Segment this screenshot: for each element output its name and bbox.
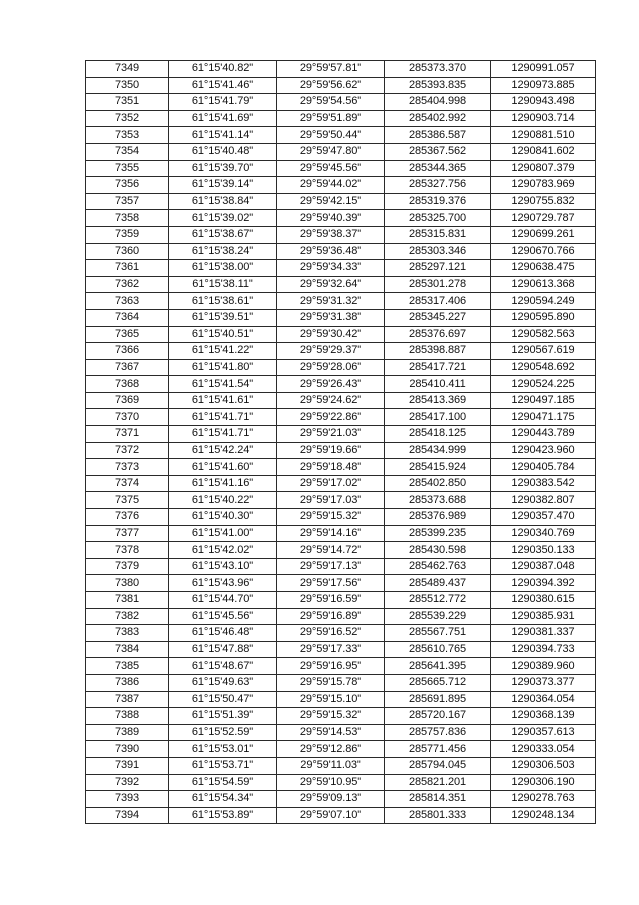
latitude-cell: 61°15'51.39" bbox=[169, 708, 277, 725]
coordinates-table-body bbox=[86, 61, 596, 824]
x-coordinate-cell: 285376.989 bbox=[385, 509, 491, 526]
x-coordinate-cell: 285398.887 bbox=[385, 343, 491, 360]
x-coordinate-cell: 285386.587 bbox=[385, 127, 491, 144]
point-number-cell: 7352 bbox=[86, 110, 169, 127]
table-row bbox=[86, 94, 596, 111]
point-number-cell: 7392 bbox=[86, 774, 169, 791]
y-coordinate-cell: 1290357.613 bbox=[491, 724, 596, 741]
y-coordinate-cell: 1290306.503 bbox=[491, 757, 596, 774]
y-coordinate-cell: 1290783.969 bbox=[491, 177, 596, 194]
table-row bbox=[86, 658, 596, 675]
table-row bbox=[86, 376, 596, 393]
latitude-cell: 61°15'49.63" bbox=[169, 674, 277, 691]
latitude-cell: 61°15'41.61" bbox=[169, 392, 277, 409]
y-coordinate-cell: 1290443.789 bbox=[491, 426, 596, 443]
longitude-cell: 29°59'42.15" bbox=[277, 193, 385, 210]
point-number-cell: 7367 bbox=[86, 359, 169, 376]
y-coordinate-cell: 1290357.470 bbox=[491, 509, 596, 526]
y-coordinate-cell: 1290248.134 bbox=[491, 807, 596, 824]
point-number-cell: 7358 bbox=[86, 210, 169, 227]
x-coordinate-cell: 285315.831 bbox=[385, 226, 491, 243]
latitude-cell: 61°15'46.48" bbox=[169, 625, 277, 642]
y-coordinate-cell: 1290973.885 bbox=[491, 77, 596, 94]
y-coordinate-cell: 1290548.692 bbox=[491, 359, 596, 376]
point-number-cell: 7370 bbox=[86, 409, 169, 426]
point-number-cell: 7355 bbox=[86, 160, 169, 177]
y-coordinate-cell: 1290729.787 bbox=[491, 210, 596, 227]
latitude-cell: 61°15'44.70" bbox=[169, 592, 277, 609]
y-coordinate-cell: 1290278.763 bbox=[491, 791, 596, 808]
point-number-cell: 7383 bbox=[86, 625, 169, 642]
table-row bbox=[86, 509, 596, 526]
latitude-cell: 61°15'41.00" bbox=[169, 525, 277, 542]
y-coordinate-cell: 1290387.048 bbox=[491, 558, 596, 575]
x-coordinate-cell: 285327.756 bbox=[385, 177, 491, 194]
x-coordinate-cell: 285462.763 bbox=[385, 558, 491, 575]
longitude-cell: 29°59'21.03" bbox=[277, 426, 385, 443]
longitude-cell: 29°59'17.03" bbox=[277, 492, 385, 509]
y-coordinate-cell: 1290423.960 bbox=[491, 442, 596, 459]
x-coordinate-cell: 285345.227 bbox=[385, 309, 491, 326]
x-coordinate-cell: 285402.850 bbox=[385, 475, 491, 492]
table-row bbox=[86, 724, 596, 741]
table-row bbox=[86, 774, 596, 791]
y-coordinate-cell: 1290381.337 bbox=[491, 625, 596, 642]
longitude-cell: 29°59'47.80" bbox=[277, 143, 385, 160]
x-coordinate-cell: 285393.835 bbox=[385, 77, 491, 94]
longitude-cell: 29°59'30.42" bbox=[277, 326, 385, 343]
latitude-cell: 61°15'38.00" bbox=[169, 260, 277, 277]
latitude-cell: 61°15'40.48" bbox=[169, 143, 277, 160]
table-row bbox=[86, 309, 596, 326]
y-coordinate-cell: 1290405.784 bbox=[491, 459, 596, 476]
x-coordinate-cell: 285771.456 bbox=[385, 741, 491, 758]
y-coordinate-cell: 1290394.733 bbox=[491, 641, 596, 658]
y-coordinate-cell: 1290368.139 bbox=[491, 708, 596, 725]
y-coordinate-cell: 1290373.377 bbox=[491, 674, 596, 691]
table-row bbox=[86, 392, 596, 409]
point-number-cell: 7381 bbox=[86, 592, 169, 609]
point-number-cell: 7369 bbox=[86, 392, 169, 409]
longitude-cell: 29°59'17.56" bbox=[277, 575, 385, 592]
x-coordinate-cell: 285404.998 bbox=[385, 94, 491, 111]
latitude-cell: 61°15'41.22" bbox=[169, 343, 277, 360]
table-row bbox=[86, 293, 596, 310]
latitude-cell: 61°15'41.14" bbox=[169, 127, 277, 144]
latitude-cell: 61°15'38.84" bbox=[169, 193, 277, 210]
y-coordinate-cell: 1290333.054 bbox=[491, 741, 596, 758]
table-row bbox=[86, 542, 596, 559]
x-coordinate-cell: 285801.333 bbox=[385, 807, 491, 824]
x-coordinate-cell: 285418.125 bbox=[385, 426, 491, 443]
point-number-cell: 7362 bbox=[86, 276, 169, 293]
x-coordinate-cell: 285399.235 bbox=[385, 525, 491, 542]
latitude-cell: 61°15'54.59" bbox=[169, 774, 277, 791]
longitude-cell: 29°59'22.86" bbox=[277, 409, 385, 426]
x-coordinate-cell: 285512.772 bbox=[385, 592, 491, 609]
longitude-cell: 29°59'19.66" bbox=[277, 442, 385, 459]
table-row bbox=[86, 641, 596, 658]
table-row bbox=[86, 525, 596, 542]
point-number-cell: 7386 bbox=[86, 674, 169, 691]
y-coordinate-cell: 1290807.379 bbox=[491, 160, 596, 177]
y-coordinate-cell: 1290471.175 bbox=[491, 409, 596, 426]
longitude-cell: 29°59'56.62" bbox=[277, 77, 385, 94]
point-number-cell: 7360 bbox=[86, 243, 169, 260]
point-number-cell: 7388 bbox=[86, 708, 169, 725]
latitude-cell: 61°15'38.61" bbox=[169, 293, 277, 310]
longitude-cell: 29°59'45.56" bbox=[277, 160, 385, 177]
x-coordinate-cell: 285297.121 bbox=[385, 260, 491, 277]
x-coordinate-cell: 285319.376 bbox=[385, 193, 491, 210]
latitude-cell: 61°15'39.14" bbox=[169, 177, 277, 194]
latitude-cell: 61°15'41.80" bbox=[169, 359, 277, 376]
longitude-cell: 29°59'12.86" bbox=[277, 741, 385, 758]
longitude-cell: 29°59'14.16" bbox=[277, 525, 385, 542]
longitude-cell: 29°59'16.89" bbox=[277, 608, 385, 625]
latitude-cell: 61°15'52.59" bbox=[169, 724, 277, 741]
latitude-cell: 61°15'53.89" bbox=[169, 807, 277, 824]
longitude-cell: 29°59'14.72" bbox=[277, 542, 385, 559]
table-row bbox=[86, 575, 596, 592]
table-row bbox=[86, 343, 596, 360]
longitude-cell: 29°59'36.48" bbox=[277, 243, 385, 260]
x-coordinate-cell: 285757.836 bbox=[385, 724, 491, 741]
latitude-cell: 61°15'40.51" bbox=[169, 326, 277, 343]
y-coordinate-cell: 1290497.185 bbox=[491, 392, 596, 409]
x-coordinate-cell: 285610.765 bbox=[385, 641, 491, 658]
y-coordinate-cell: 1290385.931 bbox=[491, 608, 596, 625]
y-coordinate-cell: 1290567.619 bbox=[491, 343, 596, 360]
x-coordinate-cell: 285567.751 bbox=[385, 625, 491, 642]
table-row bbox=[86, 791, 596, 808]
y-coordinate-cell: 1290755.832 bbox=[491, 193, 596, 210]
longitude-cell: 29°59'44.02" bbox=[277, 177, 385, 194]
latitude-cell: 61°15'42.24" bbox=[169, 442, 277, 459]
latitude-cell: 61°15'45.56" bbox=[169, 608, 277, 625]
latitude-cell: 61°15'40.82" bbox=[169, 61, 277, 78]
y-coordinate-cell: 1290699.261 bbox=[491, 226, 596, 243]
longitude-cell: 29°59'07.10" bbox=[277, 807, 385, 824]
longitude-cell: 29°59'50.44" bbox=[277, 127, 385, 144]
x-coordinate-cell: 285539.229 bbox=[385, 608, 491, 625]
x-coordinate-cell: 285415.924 bbox=[385, 459, 491, 476]
table-row bbox=[86, 807, 596, 824]
point-number-cell: 7351 bbox=[86, 94, 169, 111]
longitude-cell: 29°59'16.59" bbox=[277, 592, 385, 609]
longitude-cell: 29°59'31.32" bbox=[277, 293, 385, 310]
longitude-cell: 29°59'15.78" bbox=[277, 674, 385, 691]
table-row bbox=[86, 260, 596, 277]
point-number-cell: 7390 bbox=[86, 741, 169, 758]
y-coordinate-cell: 1290638.475 bbox=[491, 260, 596, 277]
y-coordinate-cell: 1290389.960 bbox=[491, 658, 596, 675]
longitude-cell: 29°59'17.33" bbox=[277, 641, 385, 658]
longitude-cell: 29°59'14.53" bbox=[277, 724, 385, 741]
point-number-cell: 7353 bbox=[86, 127, 169, 144]
table-row bbox=[86, 558, 596, 575]
longitude-cell: 29°59'51.89" bbox=[277, 110, 385, 127]
table-row bbox=[86, 160, 596, 177]
point-number-cell: 7377 bbox=[86, 525, 169, 542]
longitude-cell: 29°59'11.03" bbox=[277, 757, 385, 774]
longitude-cell: 29°59'18.48" bbox=[277, 459, 385, 476]
x-coordinate-cell: 285373.688 bbox=[385, 492, 491, 509]
point-number-cell: 7350 bbox=[86, 77, 169, 94]
latitude-cell: 61°15'41.60" bbox=[169, 459, 277, 476]
coordinates-table bbox=[85, 60, 596, 824]
point-number-cell: 7380 bbox=[86, 575, 169, 592]
table-row bbox=[86, 608, 596, 625]
point-number-cell: 7389 bbox=[86, 724, 169, 741]
latitude-cell: 61°15'41.69" bbox=[169, 110, 277, 127]
x-coordinate-cell: 285821.201 bbox=[385, 774, 491, 791]
y-coordinate-cell: 1290903.714 bbox=[491, 110, 596, 127]
latitude-cell: 61°15'42.02" bbox=[169, 542, 277, 559]
table-row bbox=[86, 177, 596, 194]
table-row bbox=[86, 110, 596, 127]
x-coordinate-cell: 285434.999 bbox=[385, 442, 491, 459]
table-row bbox=[86, 625, 596, 642]
table-row bbox=[86, 226, 596, 243]
longitude-cell: 29°59'54.56" bbox=[277, 94, 385, 111]
y-coordinate-cell: 1290670.766 bbox=[491, 243, 596, 260]
point-number-cell: 7363 bbox=[86, 293, 169, 310]
y-coordinate-cell: 1290881.510 bbox=[491, 127, 596, 144]
point-number-cell: 7354 bbox=[86, 143, 169, 160]
x-coordinate-cell: 285402.992 bbox=[385, 110, 491, 127]
point-number-cell: 7356 bbox=[86, 177, 169, 194]
y-coordinate-cell: 1290582.563 bbox=[491, 326, 596, 343]
latitude-cell: 61°15'39.51" bbox=[169, 309, 277, 326]
table-row bbox=[86, 127, 596, 144]
point-number-cell: 7372 bbox=[86, 442, 169, 459]
point-number-cell: 7394 bbox=[86, 807, 169, 824]
y-coordinate-cell: 1290364.054 bbox=[491, 691, 596, 708]
point-number-cell: 7368 bbox=[86, 376, 169, 393]
longitude-cell: 29°59'29.37" bbox=[277, 343, 385, 360]
y-coordinate-cell: 1290613.368 bbox=[491, 276, 596, 293]
table-row bbox=[86, 442, 596, 459]
point-number-cell: 7371 bbox=[86, 426, 169, 443]
latitude-cell: 61°15'47.88" bbox=[169, 641, 277, 658]
point-number-cell: 7366 bbox=[86, 343, 169, 360]
x-coordinate-cell: 285410.411 bbox=[385, 376, 491, 393]
x-coordinate-cell: 285325.700 bbox=[385, 210, 491, 227]
table-row bbox=[86, 77, 596, 94]
longitude-cell: 29°59'09.13" bbox=[277, 791, 385, 808]
y-coordinate-cell: 1290350.133 bbox=[491, 542, 596, 559]
x-coordinate-cell: 285317.406 bbox=[385, 293, 491, 310]
longitude-cell: 29°59'28.06" bbox=[277, 359, 385, 376]
longitude-cell: 29°59'57.81" bbox=[277, 61, 385, 78]
latitude-cell: 61°15'38.24" bbox=[169, 243, 277, 260]
longitude-cell: 29°59'15.32" bbox=[277, 708, 385, 725]
table-row bbox=[86, 409, 596, 426]
point-number-cell: 7391 bbox=[86, 757, 169, 774]
table-row bbox=[86, 193, 596, 210]
point-number-cell: 7387 bbox=[86, 691, 169, 708]
latitude-cell: 61°15'39.02" bbox=[169, 210, 277, 227]
point-number-cell: 7393 bbox=[86, 791, 169, 808]
x-coordinate-cell: 285720.167 bbox=[385, 708, 491, 725]
y-coordinate-cell: 1290382.807 bbox=[491, 492, 596, 509]
y-coordinate-cell: 1290594.249 bbox=[491, 293, 596, 310]
y-coordinate-cell: 1290991.057 bbox=[491, 61, 596, 78]
point-number-cell: 7359 bbox=[86, 226, 169, 243]
latitude-cell: 61°15'41.71" bbox=[169, 426, 277, 443]
longitude-cell: 29°59'38.37" bbox=[277, 226, 385, 243]
longitude-cell: 29°59'16.95" bbox=[277, 658, 385, 675]
table-row bbox=[86, 741, 596, 758]
longitude-cell: 29°59'34.33" bbox=[277, 260, 385, 277]
y-coordinate-cell: 1290524.225 bbox=[491, 376, 596, 393]
latitude-cell: 61°15'38.67" bbox=[169, 226, 277, 243]
x-coordinate-cell: 285344.365 bbox=[385, 160, 491, 177]
table-row bbox=[86, 475, 596, 492]
table-row bbox=[86, 143, 596, 160]
latitude-cell: 61°15'40.22" bbox=[169, 492, 277, 509]
point-number-cell: 7361 bbox=[86, 260, 169, 277]
latitude-cell: 61°15'43.10" bbox=[169, 558, 277, 575]
x-coordinate-cell: 285376.697 bbox=[385, 326, 491, 343]
latitude-cell: 61°15'41.54" bbox=[169, 376, 277, 393]
x-coordinate-cell: 285691.895 bbox=[385, 691, 491, 708]
latitude-cell: 61°15'53.71" bbox=[169, 757, 277, 774]
latitude-cell: 61°15'40.30" bbox=[169, 509, 277, 526]
longitude-cell: 29°59'26.43" bbox=[277, 376, 385, 393]
longitude-cell: 29°59'40.39" bbox=[277, 210, 385, 227]
table-row bbox=[86, 757, 596, 774]
y-coordinate-cell: 1290394.392 bbox=[491, 575, 596, 592]
point-number-cell: 7384 bbox=[86, 641, 169, 658]
table-row bbox=[86, 459, 596, 476]
table-row bbox=[86, 708, 596, 725]
x-coordinate-cell: 285814.351 bbox=[385, 791, 491, 808]
latitude-cell: 61°15'41.71" bbox=[169, 409, 277, 426]
x-coordinate-cell: 285665.712 bbox=[385, 674, 491, 691]
latitude-cell: 61°15'41.16" bbox=[169, 475, 277, 492]
table-row bbox=[86, 61, 596, 78]
table-row bbox=[86, 691, 596, 708]
latitude-cell: 61°15'39.70" bbox=[169, 160, 277, 177]
table-row bbox=[86, 592, 596, 609]
x-coordinate-cell: 285417.100 bbox=[385, 409, 491, 426]
y-coordinate-cell: 1290383.542 bbox=[491, 475, 596, 492]
point-number-cell: 7357 bbox=[86, 193, 169, 210]
table-row bbox=[86, 674, 596, 691]
longitude-cell: 29°59'15.32" bbox=[277, 509, 385, 526]
latitude-cell: 61°15'54.34" bbox=[169, 791, 277, 808]
x-coordinate-cell: 285417.721 bbox=[385, 359, 491, 376]
table-row bbox=[86, 426, 596, 443]
point-number-cell: 7374 bbox=[86, 475, 169, 492]
point-number-cell: 7376 bbox=[86, 509, 169, 526]
longitude-cell: 29°59'24.62" bbox=[277, 392, 385, 409]
x-coordinate-cell: 285430.598 bbox=[385, 542, 491, 559]
y-coordinate-cell: 1290943.498 bbox=[491, 94, 596, 111]
table-row bbox=[86, 326, 596, 343]
y-coordinate-cell: 1290306.190 bbox=[491, 774, 596, 791]
point-number-cell: 7349 bbox=[86, 61, 169, 78]
table-row bbox=[86, 359, 596, 376]
y-coordinate-cell: 1290595.890 bbox=[491, 309, 596, 326]
table-row bbox=[86, 210, 596, 227]
longitude-cell: 29°59'32.64" bbox=[277, 276, 385, 293]
x-coordinate-cell: 285489.437 bbox=[385, 575, 491, 592]
longitude-cell: 29°59'17.02" bbox=[277, 475, 385, 492]
point-number-cell: 7375 bbox=[86, 492, 169, 509]
table-row bbox=[86, 243, 596, 260]
latitude-cell: 61°15'41.46" bbox=[169, 77, 277, 94]
longitude-cell: 29°59'17.13" bbox=[277, 558, 385, 575]
longitude-cell: 29°59'10.95" bbox=[277, 774, 385, 791]
x-coordinate-cell: 285794.045 bbox=[385, 757, 491, 774]
latitude-cell: 61°15'41.79" bbox=[169, 94, 277, 111]
point-number-cell: 7373 bbox=[86, 459, 169, 476]
longitude-cell: 29°59'16.52" bbox=[277, 625, 385, 642]
point-number-cell: 7364 bbox=[86, 309, 169, 326]
point-number-cell: 7378 bbox=[86, 542, 169, 559]
x-coordinate-cell: 285413.369 bbox=[385, 392, 491, 409]
table-row bbox=[86, 276, 596, 293]
latitude-cell: 61°15'38.11" bbox=[169, 276, 277, 293]
point-number-cell: 7385 bbox=[86, 658, 169, 675]
x-coordinate-cell: 285373.370 bbox=[385, 61, 491, 78]
latitude-cell: 61°15'48.67" bbox=[169, 658, 277, 675]
longitude-cell: 29°59'31.38" bbox=[277, 309, 385, 326]
latitude-cell: 61°15'43.96" bbox=[169, 575, 277, 592]
y-coordinate-cell: 1290380.615 bbox=[491, 592, 596, 609]
point-number-cell: 7365 bbox=[86, 326, 169, 343]
table-row bbox=[86, 492, 596, 509]
latitude-cell: 61°15'53.01" bbox=[169, 741, 277, 758]
x-coordinate-cell: 285301.278 bbox=[385, 276, 491, 293]
y-coordinate-cell: 1290841.602 bbox=[491, 143, 596, 160]
longitude-cell: 29°59'15.10" bbox=[277, 691, 385, 708]
x-coordinate-cell: 285367.562 bbox=[385, 143, 491, 160]
x-coordinate-cell: 285641.395 bbox=[385, 658, 491, 675]
x-coordinate-cell: 285303.346 bbox=[385, 243, 491, 260]
point-number-cell: 7382 bbox=[86, 608, 169, 625]
point-number-cell: 7379 bbox=[86, 558, 169, 575]
latitude-cell: 61°15'50.47" bbox=[169, 691, 277, 708]
y-coordinate-cell: 1290340.769 bbox=[491, 525, 596, 542]
